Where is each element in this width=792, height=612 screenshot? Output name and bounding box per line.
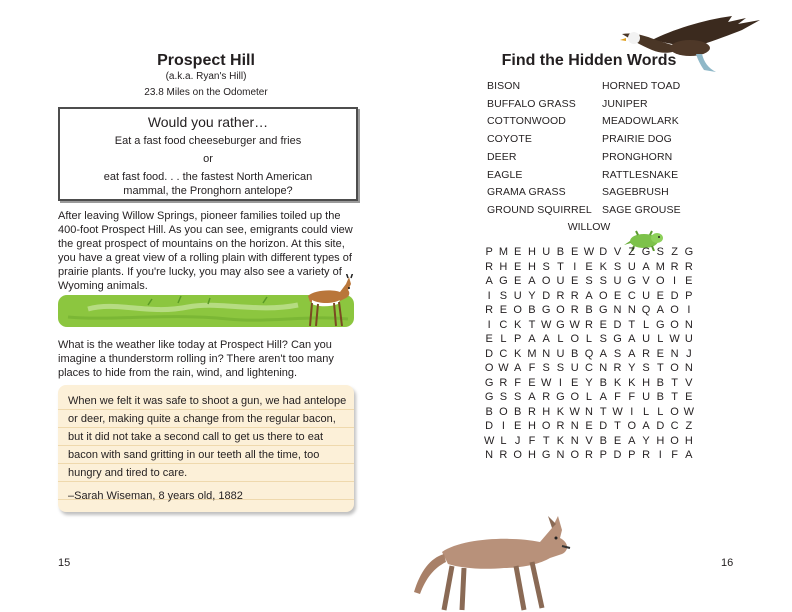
grid-letter: L [557, 333, 564, 345]
grid-letter: K [556, 434, 565, 447]
grid-letter: A [599, 391, 607, 403]
word-item: PRAIRIE DOG [602, 133, 672, 146]
word-item: BUFFALO GRASS [487, 97, 576, 110]
grid-letter: T [671, 391, 678, 403]
word-search-grid [482, 245, 696, 463]
grid-letter: F [514, 376, 522, 389]
rather-option-2: eat fast food. . . the fastest North American mammal, the Pronghorn antelope? [103, 171, 313, 197]
grid-letter: O [513, 449, 522, 461]
grid-letter: P [513, 333, 522, 345]
grid-row [482, 405, 696, 420]
grid-letter: D [599, 246, 608, 258]
grid-letter: R [570, 289, 579, 302]
grid-letter: U [513, 289, 522, 302]
word-item: DEER [487, 150, 517, 163]
grid-letter: O [556, 304, 565, 316]
grid-letter: R [642, 347, 651, 360]
grid-letter: Z [685, 420, 693, 432]
paragraph-weather: What is the weather like today at Prospect Hill? Can you imagine a thunderstorm rolling in? There aren't too many places to hide from the rain, wind, and lightening. [58, 339, 334, 379]
grid-letter: R [570, 304, 579, 316]
grid-letter: N [684, 318, 693, 331]
grid-letter: D [599, 420, 608, 432]
grid-letter: S [613, 347, 622, 360]
grid-letter: F [671, 449, 678, 461]
grid-letter: Y [528, 289, 536, 302]
grid-letter: G [541, 449, 551, 461]
grid-letter: R [684, 260, 693, 273]
grid-letter: G [556, 391, 565, 403]
grid-letter: A [628, 434, 636, 447]
grid-letter: T [671, 376, 678, 389]
rather-option-1: Eat a fast food cheeseburger and fries [114, 135, 302, 147]
grid-letter: C [499, 318, 508, 331]
grid-letter: P [599, 449, 607, 461]
grid-letter: T [628, 318, 636, 331]
grid-letter: I [630, 405, 634, 418]
grid-letter: W [541, 376, 552, 389]
grid-letter: E [613, 434, 622, 447]
grid-letter: O [670, 405, 679, 418]
grid-letter: I [573, 260, 577, 273]
grid-letter: R [499, 449, 508, 461]
grid-letter: E [528, 376, 536, 389]
grid-letter: A [656, 304, 664, 316]
grid-letter: N [599, 362, 608, 374]
grid-letter: V [685, 376, 693, 389]
grid-letter: E [613, 289, 622, 302]
grid-letter: H [527, 449, 536, 461]
grid-row [482, 361, 696, 376]
grid-letter: D [485, 347, 494, 360]
grid-letter: I [687, 304, 691, 316]
grid-letter: W [583, 246, 595, 258]
word-item: BISON [487, 80, 521, 92]
grid-letter: D [485, 420, 494, 432]
grid-letter: U [556, 347, 565, 360]
grid-letter: O [627, 420, 637, 432]
grid-letter: A [642, 260, 650, 273]
grid-letter: E [513, 275, 522, 287]
grid-letter: C [585, 362, 593, 374]
grid-letter: N [670, 347, 679, 360]
grid-letter: B [528, 304, 536, 316]
grid-letter: A [599, 347, 607, 360]
grid-letter: E [685, 391, 693, 403]
word-list-right [602, 78, 702, 220]
grid-letter: U [570, 362, 579, 374]
grid-letter: R [585, 318, 593, 331]
grid-letter: T [599, 405, 607, 418]
grid-letter: I [487, 318, 491, 331]
grid-letter: K [513, 347, 522, 360]
grid-letter: H [542, 405, 551, 418]
grid-letter: S [499, 391, 508, 403]
grid-letter: S [613, 260, 622, 273]
grid-letter: E [599, 318, 607, 331]
grid-letter: C [627, 289, 636, 302]
grid-letter: G [484, 376, 494, 389]
grid-letter: N [570, 420, 579, 432]
grid-row [482, 376, 696, 391]
grid-letter: G [613, 333, 622, 345]
grid-letter: B [485, 405, 493, 418]
grid-letter: S [642, 362, 650, 374]
grid-letter: G [684, 246, 694, 258]
grid-letter: O [670, 304, 679, 316]
grid-letter: O [670, 362, 679, 374]
grid-letter: Y [585, 376, 593, 389]
grid-letter: V [642, 275, 650, 287]
word-item: GROUND SQUIRREL [487, 203, 592, 216]
word-item: EAGLE [487, 168, 523, 181]
grid-letter: K [556, 405, 565, 418]
grid-letter: E [585, 420, 593, 432]
grid-letter: T [614, 420, 621, 432]
grid-row [482, 419, 696, 434]
grid-letter: A [485, 275, 493, 287]
grid-letter: S [542, 260, 550, 273]
grid-letter: N [684, 362, 693, 374]
rather-or: or [203, 153, 213, 165]
grid-row [482, 274, 696, 289]
grid-letter: S [585, 275, 593, 287]
word-item: SAGEBRUSH [602, 186, 669, 199]
grid-letter: A [628, 333, 636, 345]
grid-letter: R [485, 304, 494, 316]
grid-letter: E [585, 260, 593, 273]
grid-letter: U [642, 391, 651, 403]
grid-letter: G [598, 304, 608, 316]
grid-letter: B [599, 434, 607, 447]
grid-letter: I [558, 376, 562, 389]
grid-letter: O [598, 289, 608, 302]
grid-letter: A [513, 362, 522, 374]
word-item: PRONGHORN [602, 150, 673, 163]
grid-letter: U [627, 260, 636, 273]
grid-row [482, 303, 696, 318]
would-you-rather-box [58, 107, 358, 201]
grid-letter: P [685, 289, 693, 302]
grid-letter: L [585, 391, 593, 403]
grid-letter: K [628, 376, 636, 389]
page-title-left: Prospect Hill [157, 52, 255, 69]
grid-letter: R [556, 289, 565, 302]
grid-letter: D [670, 289, 679, 302]
grid-letter: T [542, 434, 550, 447]
word-item: MEADOWLARK [602, 115, 679, 128]
grid-letter: W [541, 318, 552, 331]
grid-letter: U [642, 333, 651, 345]
word-list-left [487, 78, 597, 220]
grid-letter: R [613, 362, 622, 374]
grid-letter: R [670, 260, 679, 273]
grid-letter: M [498, 246, 508, 258]
grid-letter: F [528, 362, 536, 374]
grid-letter: J [514, 434, 521, 447]
grid-letter: H [527, 260, 536, 273]
grid-letter: U [613, 275, 622, 287]
page-number-right: 16 [721, 557, 734, 569]
grid-letter: E [513, 260, 522, 273]
grid-letter: F [614, 391, 621, 403]
grid-letter: L [657, 405, 664, 418]
grid-letter: D [613, 318, 622, 331]
grid-letter: Q [584, 347, 594, 360]
grid-letter: R [485, 260, 494, 273]
grid-letter: T [557, 260, 564, 273]
grid-letter: U [642, 289, 651, 302]
grid-letter: S [656, 246, 664, 258]
page-title-right: Find the Hidden Words [501, 52, 677, 69]
grid-letter: V [613, 246, 622, 258]
grid-letter: G [656, 318, 665, 331]
grid-letter: W [612, 405, 623, 418]
grid-letter: Y [642, 434, 650, 447]
grid-row [482, 347, 696, 362]
word-item-willow: WILLOW [567, 221, 611, 233]
grid-letter: A [528, 333, 536, 345]
grid-letter: W [683, 405, 695, 418]
grid-letter: J [686, 347, 692, 360]
grid-letter: O [499, 405, 508, 418]
grid-letter: O [513, 304, 522, 316]
grid-letter: A [542, 333, 550, 345]
grid-letter: L [642, 318, 650, 331]
grid-letter: O [670, 318, 679, 331]
grid-letter: U [684, 333, 693, 345]
grid-letter: B [599, 376, 607, 389]
grid-letter: F [528, 434, 536, 447]
grid-letter: Y [628, 362, 636, 374]
grid-letter: V [585, 434, 593, 447]
word-item: GRAMA GRASS [487, 186, 566, 199]
grid-letter: L [500, 333, 507, 345]
grid-letter: P [628, 449, 636, 461]
grid-row [482, 390, 696, 405]
eagle-icon [612, 14, 764, 74]
grid-letter: L [585, 333, 593, 345]
grid-letter: E [571, 376, 579, 389]
grid-letter: U [542, 246, 551, 258]
grid-row [482, 289, 696, 304]
aka-subtitle: (a.k.a. Ryan's Hill) [165, 71, 247, 82]
grid-row [482, 448, 696, 463]
grid-letter: A [528, 391, 536, 403]
grid-letter: D [656, 420, 665, 432]
grid-letter: U [556, 275, 565, 287]
grid-letter: B [513, 405, 522, 418]
grid-letter: R [527, 405, 536, 418]
grid-letter: S [556, 362, 565, 374]
grid-letter: M [527, 347, 537, 360]
pronghorn-antelope-icon [296, 274, 358, 328]
grid-row [482, 434, 696, 449]
grid-letter: R [642, 449, 651, 461]
grid-letter: C [670, 420, 679, 432]
grid-letter: P [485, 246, 493, 258]
grid-letter: N [585, 405, 593, 418]
grid-letter: G [641, 246, 651, 258]
grid-letter: O [570, 333, 579, 345]
grid-row [482, 318, 696, 333]
word-item: HORNED TOAD [602, 80, 681, 92]
grid-letter: B [571, 347, 579, 360]
grid-letter: S [599, 275, 607, 287]
grid-letter: K [599, 260, 607, 273]
grid-letter: I [658, 449, 662, 461]
grid-letter: A [685, 449, 693, 461]
grid-letter: R [585, 449, 593, 461]
quote-author: –Sarah Wiseman, 8 years old, 1882 [68, 490, 243, 502]
grid-letter: S [542, 362, 550, 374]
word-item: COYOTE [487, 133, 532, 146]
grid-letter: E [571, 275, 579, 287]
grid-letter: S [599, 333, 607, 345]
grid-letter: N [485, 449, 494, 461]
grid-letter: E [499, 304, 508, 316]
quote-text: When we felt it was safe to shoot a gun, we had antelope or deer, making quite a change from the regular bacon, but it did not take a second call to get us there to eat bacon with sand gritting in our teeth all the time, too hungry and tired to care. [68, 395, 347, 479]
grid-letter: Z [628, 246, 636, 258]
grid-letter: Z [671, 246, 678, 258]
grid-letter: D [613, 449, 622, 461]
grid-letter: H [656, 434, 665, 447]
grid-row [482, 245, 696, 260]
grid-letter: G [556, 318, 565, 331]
grid-letter: S [513, 391, 522, 403]
grid-letter: G [484, 391, 494, 403]
grid-letter: E [513, 420, 522, 432]
grid-letter: G [627, 275, 637, 287]
word-item: RATTLESNAKE [602, 168, 679, 181]
grid-letter: G [541, 304, 551, 316]
grid-letter: L [642, 405, 650, 418]
grid-letter: A [642, 420, 650, 432]
grid-row [482, 260, 696, 275]
grid-letter: W [483, 434, 495, 447]
grid-letter: L [657, 333, 664, 345]
grid-letter: I [487, 289, 491, 302]
coyote-icon [412, 512, 572, 612]
odometer-label: 23.8 Miles on the Odometer [144, 87, 268, 98]
grid-letter: W [569, 318, 580, 331]
grid-letter: H [527, 420, 536, 432]
grid-letter: O [541, 275, 551, 287]
grid-letter: D [542, 289, 551, 302]
grid-letter: T [656, 362, 664, 374]
grid-letter: N [556, 449, 565, 461]
grid-row [482, 332, 696, 347]
grid-letter: T [528, 318, 536, 331]
grid-letter: K [513, 318, 522, 331]
rather-heading: Would you rather… [147, 114, 269, 130]
grid-letter: W [669, 333, 680, 345]
grid-letter: E [656, 347, 664, 360]
word-item: SAGE GROUSE [602, 203, 681, 216]
grid-letter: N [627, 304, 636, 316]
grid-letter: K [613, 376, 622, 389]
grid-letter: B [656, 391, 664, 403]
word-item: COTTONWOOD [487, 115, 566, 128]
grid-letter: H [499, 260, 508, 273]
grid-letter: A [528, 275, 536, 287]
grid-letter: H [642, 376, 651, 389]
grid-letter: H [684, 434, 693, 447]
grid-letter: N [542, 347, 551, 360]
grid-letter: E [485, 333, 493, 345]
grid-letter: G [499, 275, 508, 287]
grid-letter: B [585, 304, 593, 316]
grid-letter: O [656, 275, 665, 287]
grid-letter: H [527, 246, 536, 258]
paragraph-willow-springs: After leaving Willow Springs, pioneer families toiled up the 400-foot Prospect Hill. As you can see, emigrants could view the great prospect of mountains on the horizon. At this site, you have a great view of a rolling plain with different types of prairie plants. If you're lucky, you may also see a variety of Wyoming animals. [58, 210, 353, 292]
grid-letter: N [613, 304, 622, 316]
grid-letter: B [656, 376, 664, 389]
grid-letter: W [498, 362, 509, 374]
word-item: JUNIPER [602, 97, 648, 110]
grid-letter: R [556, 420, 565, 432]
quote-note-card [58, 385, 354, 512]
grid-letter: I [673, 275, 677, 287]
grid-letter: A [585, 289, 593, 302]
grid-letter: Q [641, 304, 651, 316]
grid-letter: I [501, 420, 505, 432]
grid-letter: F [628, 391, 636, 403]
grid-letter: E [513, 246, 522, 258]
grid-letter: W [569, 405, 580, 418]
grid-letter: S [499, 289, 508, 302]
grid-letter: O [541, 420, 551, 432]
grid-letter: R [499, 376, 508, 389]
grid-letter: O [570, 391, 579, 403]
grid-letter: B [556, 246, 565, 258]
grid-letter: E [656, 289, 664, 302]
grid-letter: R [542, 391, 551, 403]
grid-letter: L [500, 434, 507, 447]
grid-letter: E [685, 275, 693, 287]
grid-letter: N [570, 434, 579, 447]
grid-letter: O [570, 449, 579, 461]
grid-letter: O [484, 362, 494, 374]
grid-letter: E [571, 246, 579, 258]
grid-letter: A [628, 347, 636, 360]
page-number-left: 15 [58, 557, 71, 569]
grid-letter: O [670, 434, 679, 447]
grid-letter: M [655, 260, 665, 273]
grid-letter: C [499, 347, 508, 360]
